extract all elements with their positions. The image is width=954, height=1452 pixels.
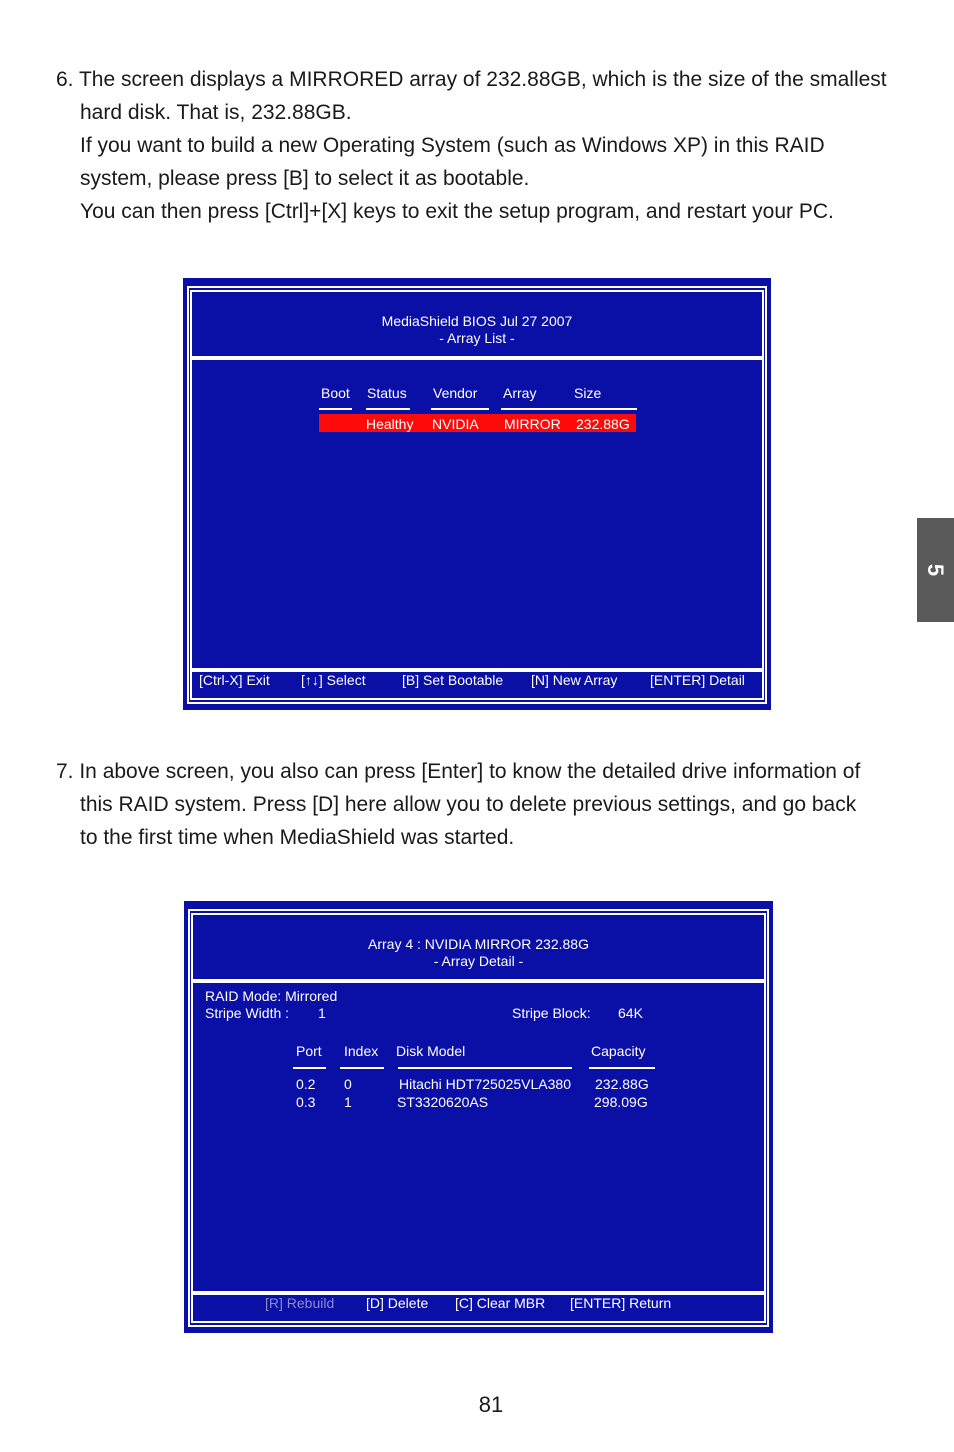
disk-row-1-capacity: 232.88G bbox=[595, 1076, 649, 1092]
bios-array-list-screen bbox=[183, 278, 771, 710]
bios-subtitle: - Array List - bbox=[439, 330, 515, 346]
page-number: 81 bbox=[478, 1392, 504, 1417]
footer-return-key[interactable]: [ENTER] Return bbox=[570, 1295, 672, 1311]
step-6-line-2: hard disk. That is, 232.88GB. bbox=[80, 101, 352, 124]
array-row-status: Healthy bbox=[366, 416, 414, 432]
column-header-boot: Boot bbox=[321, 385, 350, 401]
column-header-index: Index bbox=[344, 1043, 379, 1059]
array-row-vendor: NVIDIA bbox=[432, 416, 479, 432]
underline-capacity bbox=[589, 1067, 655, 1069]
footer-delete-key[interactable]: [D] Delete bbox=[366, 1295, 429, 1311]
array-row-array: MIRROR bbox=[504, 416, 561, 432]
stripe-width-label: Stripe Width : bbox=[205, 1005, 290, 1021]
step-6-line-4: system, please press [B] to select it as bootable. bbox=[80, 167, 530, 190]
column-header-disk-model: Disk Model bbox=[396, 1043, 466, 1059]
bios-body-frame bbox=[191, 981, 766, 1295]
footer-detail-key[interactable]: [ENTER] Detail bbox=[650, 672, 745, 688]
disk-row-2-capacity: 298.09G bbox=[594, 1094, 648, 1110]
column-header-status: Status bbox=[367, 385, 407, 401]
column-header-capacity: Capacity bbox=[591, 1043, 646, 1059]
underline-status bbox=[366, 408, 410, 410]
footer-new-array-key[interactable]: [N] New Array bbox=[531, 672, 618, 688]
footer-select-key[interactable]: [↑↓] Select bbox=[301, 672, 366, 688]
footer-exit-key[interactable]: [Ctrl-X] Exit bbox=[199, 672, 270, 688]
detail-title: Array 4 : NVIDIA MIRROR 232.88G bbox=[368, 936, 589, 952]
stripe-block-value: 64K bbox=[618, 1005, 643, 1021]
underline-index bbox=[340, 1067, 384, 1069]
underline-port bbox=[293, 1067, 326, 1069]
disk-row-1-model: Hitachi HDT725025VLA380 bbox=[399, 1076, 571, 1092]
column-header-size: Size bbox=[574, 385, 602, 401]
step-7-line-3: to the first time when MediaShield was started. bbox=[80, 826, 515, 849]
detail-subtitle: - Array Detail - bbox=[433, 953, 524, 969]
bios-array-detail-screen bbox=[184, 901, 773, 1333]
disk-row-2-index: 1 bbox=[344, 1094, 352, 1110]
step-7-line-2: this RAID system. Press [D] here allow you to delete previous settings, and go back bbox=[80, 793, 857, 816]
column-header-array: Array bbox=[503, 385, 537, 401]
step-6-line-3: If you want to build a new Operating System (such as Windows XP) in this RAID bbox=[80, 134, 825, 157]
step-6-line-5: You can then press [Ctrl]+[X] keys to exit the setup program, and restart your PC. bbox=[80, 200, 834, 223]
chapter-side-tab bbox=[917, 518, 954, 622]
step-7-text bbox=[56, 755, 916, 854]
underline-disk-model bbox=[398, 1067, 572, 1069]
footer-set-bootable-key[interactable]: [B] Set Bootable bbox=[402, 672, 504, 688]
column-header-vendor: Vendor bbox=[433, 385, 478, 401]
raid-mode: RAID Mode: Mirrored bbox=[205, 988, 338, 1004]
underline-boot bbox=[319, 408, 352, 410]
stripe-block-label: Stripe Block: bbox=[512, 1005, 591, 1021]
step-7-line-1: 7. In above screen, you also can press [Enter] to know the detailed drive information of bbox=[56, 760, 861, 783]
disk-row-1-port: 0.2 bbox=[296, 1076, 316, 1092]
stripe-width-value: 1 bbox=[318, 1005, 326, 1021]
step-6-line-1: 6. The screen displays a MIRRORED array of 232.88GB, which is the size of the smallest bbox=[56, 68, 887, 91]
disk-row-2-model: ST3320620AS bbox=[397, 1094, 489, 1110]
bios-title: MediaShield BIOS Jul 27 2007 bbox=[381, 313, 573, 329]
underline-array bbox=[501, 408, 637, 410]
disk-row-1-index: 0 bbox=[344, 1076, 352, 1092]
footer-clear-mbr-key[interactable]: [C] Clear MBR bbox=[455, 1295, 546, 1311]
chapter-number: 5 bbox=[923, 563, 948, 577]
step-6-text bbox=[56, 63, 916, 228]
column-header-port: Port bbox=[296, 1043, 322, 1059]
underline-vendor bbox=[431, 408, 489, 410]
array-row-size: 232.88G bbox=[576, 416, 630, 432]
bios-body-frame bbox=[190, 358, 764, 672]
disk-row-2-port: 0.3 bbox=[296, 1094, 316, 1110]
footer-rebuild-key: [R] Rebuild bbox=[265, 1295, 335, 1311]
